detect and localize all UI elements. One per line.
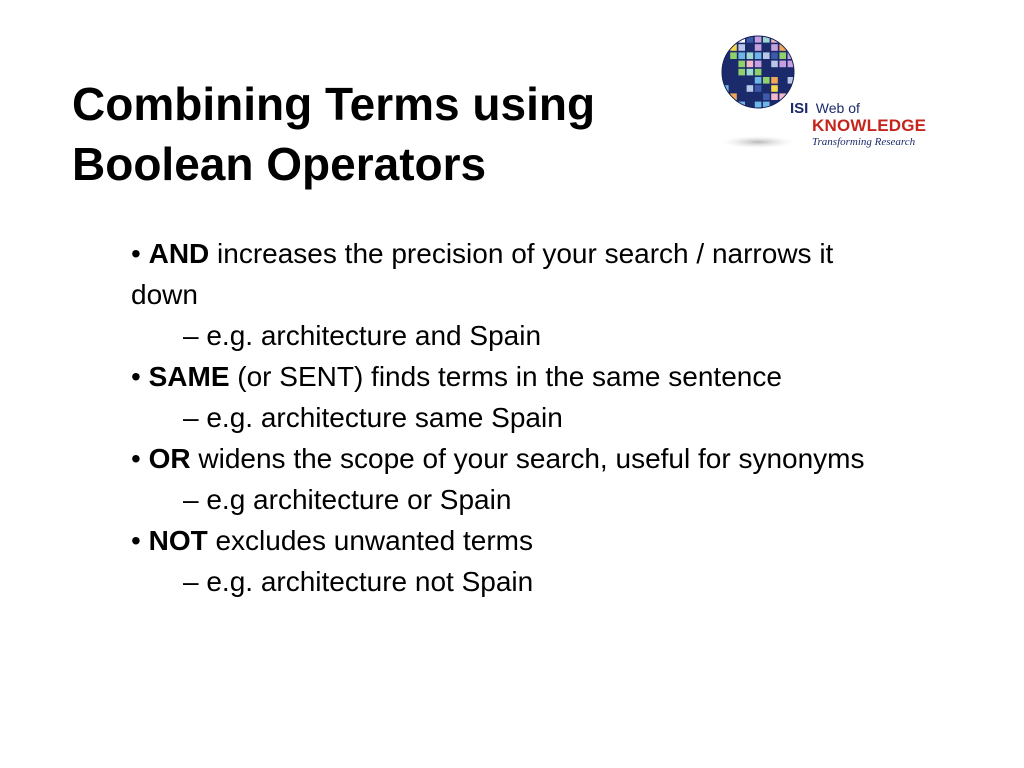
globe-tile xyxy=(730,102,737,109)
bullet-list xyxy=(131,233,891,602)
globe-tile xyxy=(747,61,754,68)
slide-title-line-2: Boolean Operators xyxy=(72,138,487,190)
globe-tile xyxy=(763,77,770,84)
globe-tile xyxy=(771,61,778,68)
globe-tile xyxy=(738,69,745,76)
globe-tile xyxy=(771,44,778,51)
logo-isi-text: ISI xyxy=(790,100,809,117)
bullet-example: – e.g. architecture not Spain xyxy=(183,566,534,597)
slide-title xyxy=(72,74,692,194)
bullet-item-same xyxy=(131,356,891,438)
globe-tile xyxy=(755,36,762,43)
globe-tile xyxy=(755,102,762,109)
slide-title-line-1: Combining Terms using xyxy=(72,78,596,130)
globe-tile xyxy=(771,85,778,92)
bullet-text: increases the precision of your search / narrows it down xyxy=(131,238,834,310)
globe-tile xyxy=(779,36,786,43)
bullet-text: widens the scope of your search, useful for synonyms xyxy=(198,443,865,474)
globe-tile xyxy=(755,61,762,68)
globe-tile xyxy=(738,61,745,68)
operator-and: AND xyxy=(148,238,210,269)
globe-tile xyxy=(730,52,737,59)
globe-tile xyxy=(722,36,729,43)
bullet-example: – e.g. architecture and Spain xyxy=(183,320,542,351)
globe-tile xyxy=(747,52,754,59)
bullet-example: – e.g. architecture same Spain xyxy=(183,402,563,433)
operator-or: OR xyxy=(148,443,191,474)
globe-tile xyxy=(788,36,795,43)
bullet-marker: • xyxy=(131,525,141,556)
globe-tile xyxy=(747,69,754,76)
operator-same: SAME xyxy=(148,361,230,392)
logo-web-of-text: Web of xyxy=(815,100,860,116)
globe-tile xyxy=(763,52,770,59)
globe-tile xyxy=(730,36,737,43)
globe-tile xyxy=(755,52,762,59)
globe-tile xyxy=(755,69,762,76)
globe-tile xyxy=(738,44,745,51)
globe-tile xyxy=(779,61,786,68)
logo-knowledge-text: KNOWLEDGE xyxy=(812,116,927,135)
bullet-item-and xyxy=(131,233,891,356)
globe-tile xyxy=(722,93,729,100)
globe-tile xyxy=(788,93,795,100)
bullet-example: – e.g architecture or Spain xyxy=(183,484,512,515)
bullet-item-or xyxy=(131,438,891,520)
operator-not: NOT xyxy=(148,525,208,556)
globe-tile xyxy=(771,52,778,59)
bullet-item-not xyxy=(131,520,891,602)
globe-tile xyxy=(779,102,786,109)
bullet-text: (or SENT) finds terms in the same sentence xyxy=(237,361,782,392)
bullet-marker: • xyxy=(131,238,141,269)
globe-tile xyxy=(747,85,754,92)
globe-tile xyxy=(779,52,786,59)
globe-tile xyxy=(738,52,745,59)
bullet-marker: • xyxy=(131,443,141,474)
globe-tile xyxy=(771,77,778,84)
logo-tagline: Transforming Research xyxy=(812,136,916,148)
globe-tile xyxy=(771,93,778,100)
bullet-marker: • xyxy=(131,361,141,392)
globe-tile xyxy=(755,44,762,51)
globe-tile xyxy=(779,93,786,100)
globe-tile xyxy=(763,93,770,100)
globe-tile xyxy=(755,77,762,84)
globe-tile xyxy=(755,85,762,92)
globe-tile xyxy=(788,44,795,51)
bullet-text: excludes unwanted terms xyxy=(215,525,533,556)
